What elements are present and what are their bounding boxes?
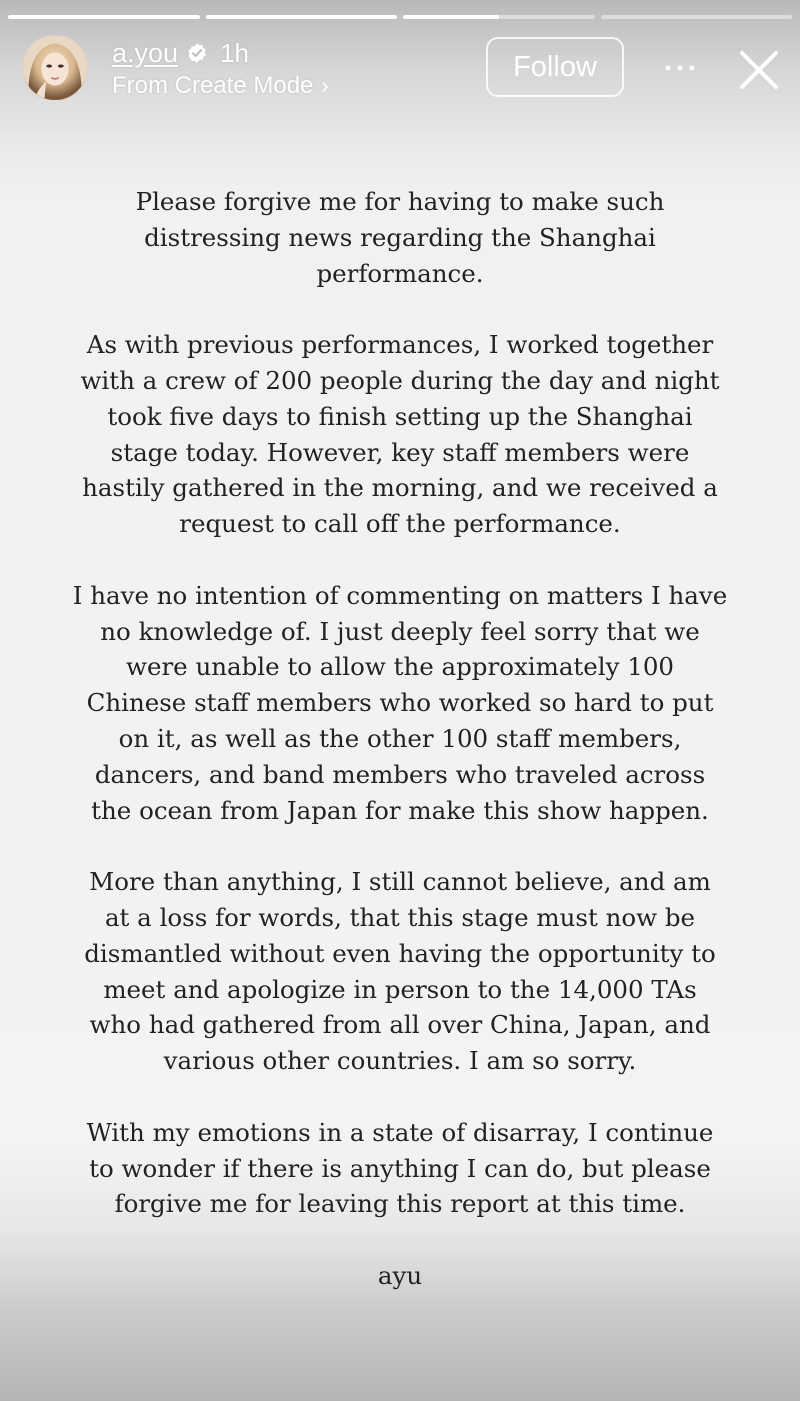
username[interactable]: a.you xyxy=(112,37,179,68)
story-text xyxy=(40,184,760,1330)
progress-segment xyxy=(8,15,200,19)
story-header xyxy=(22,35,782,105)
paragraph: I have no intention of commenting on matters I have no knowledge of. I just deeply feel sorry that we were unable to allow the approximately 100 Chinese staff members who worked so hard to put on it, as well as the other 100 staff members, dancers, and band members who traveled across the ocean from Japan for make this show happen. xyxy=(72,580,728,825)
verified-badge-icon xyxy=(186,42,208,64)
paragraph: With my emotions in a state of disarray, I continue to wonder if there is anything I can do, but please forgive me for leaving this report at this time. xyxy=(86,1117,714,1219)
post-time: 1h xyxy=(220,37,249,68)
paragraph: Please forgive me for having to make such distressing news regarding the Shanghai performance. xyxy=(135,187,665,288)
progress-segment xyxy=(601,15,793,19)
more-options-button[interactable] xyxy=(660,53,700,83)
user-info xyxy=(112,35,329,101)
paragraph: More than anything, I still cannot believe, and am at a loss for words, that this stage must now be dismantled without even having the opportunity to meet and apologize in person to the 14,000 TAs who had gathered from all over China, Japan, and various other countries. I am so sorry. xyxy=(84,867,716,1076)
progress-segment xyxy=(206,15,398,19)
progress-fill xyxy=(403,15,499,19)
signature: ayu xyxy=(377,1260,423,1290)
close-icon xyxy=(736,47,782,93)
avatar[interactable] xyxy=(22,35,88,101)
avatar-image xyxy=(23,36,87,100)
chevron-right-icon: › xyxy=(321,73,329,98)
progress-fill xyxy=(206,15,398,19)
create-mode-link[interactable] xyxy=(112,71,329,101)
name-row xyxy=(112,35,329,71)
follow-button[interactable]: Follow xyxy=(486,37,624,97)
progress-fill xyxy=(8,15,200,19)
subtitle-label: From Create Mode xyxy=(112,72,314,99)
paragraph: As with previous performances, I worked together with a crew of 200 people during the day and night took five days to finish setting up the Shanghai stage today. However, key staff members were hastily gathered in the morning, and we received a request to call off the performance. xyxy=(80,330,720,539)
progress-segment xyxy=(403,15,595,19)
story-progress-bar xyxy=(8,15,792,19)
more-horizontal-icon xyxy=(663,63,697,73)
close-button[interactable] xyxy=(736,47,782,93)
